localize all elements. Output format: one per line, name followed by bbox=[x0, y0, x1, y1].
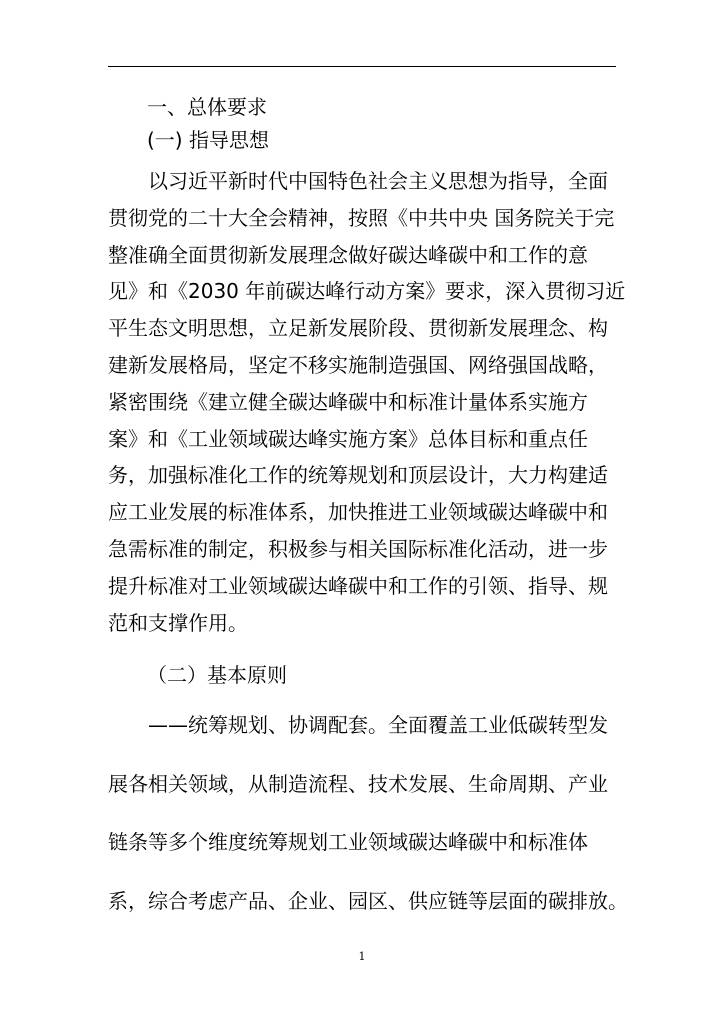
header-rule bbox=[108, 66, 616, 67]
paragraph-line: 见》和《2030 年前碳达峰行动方案》要求，深入贯彻习近 bbox=[108, 279, 626, 304]
paragraph-basic-principles bbox=[108, 705, 628, 939]
paragraph-line: ——统筹规划、协调配套。全面覆盖工业低碳转型发 bbox=[108, 713, 608, 737]
paragraph-line: 展各相关领域，从制造流程、技术发展、生命周期、产业 bbox=[108, 771, 608, 796]
paragraph-line: 系，综合考虑产品、企业、园区、供应链等层面的碳排放。 bbox=[108, 888, 628, 913]
paragraph-line: 务，加强标准化工作的统筹规划和顶层设计，大力构建适 bbox=[108, 463, 608, 488]
paragraph-line: 范和支撑作用。 bbox=[108, 610, 248, 635]
paragraph-line: 应工业发展的标准体系，加快推进工业领域碳达峰碳中和 bbox=[108, 500, 608, 525]
section-heading: 一、总体要求 bbox=[147, 95, 267, 119]
paragraph-guiding-ideology bbox=[108, 163, 626, 641]
paragraph-line: 案》和《工业领域碳达峰实施方案》总体目标和重点任 bbox=[108, 426, 588, 451]
page-number: 1 bbox=[358, 950, 366, 963]
paragraph-line: 链条等多个维度统筹规划工业领域碳达峰碳中和标准体 bbox=[108, 830, 588, 854]
paragraph-line: 平生态文明思想，立足新发展阶段、贯彻新发展理念、构 bbox=[108, 316, 608, 341]
subsection-heading-guiding-ideology: (一) 指导思想 bbox=[147, 128, 269, 152]
paragraph-line: 以习近平新时代中国特色社会主义思想为指导，全面 bbox=[108, 169, 608, 193]
paragraph-line: 提升标准对工业领域碳达峰碳中和工作的引领、指导、规 bbox=[108, 573, 608, 598]
paragraph-line: 建新发展格局，坚定不移实施制造强国、网络强国战略， bbox=[108, 352, 608, 377]
paragraph-line: 贯彻党的二十大全会精神，按照《中共中央 国务院关于完 bbox=[108, 205, 615, 230]
subsection-heading-basic-principles: （二）基本原则 bbox=[147, 663, 287, 687]
paragraph-line: 整准确全面贯彻新发展理念做好碳达峰碳中和工作的意 bbox=[108, 242, 588, 267]
paragraph-line: 紧密围绕《建立健全碳达峰碳中和标准计量体系实施方 bbox=[108, 389, 588, 414]
paragraph-line: 急需标准的制定，积极参与相关国际标准化活动，进一步 bbox=[108, 536, 608, 561]
